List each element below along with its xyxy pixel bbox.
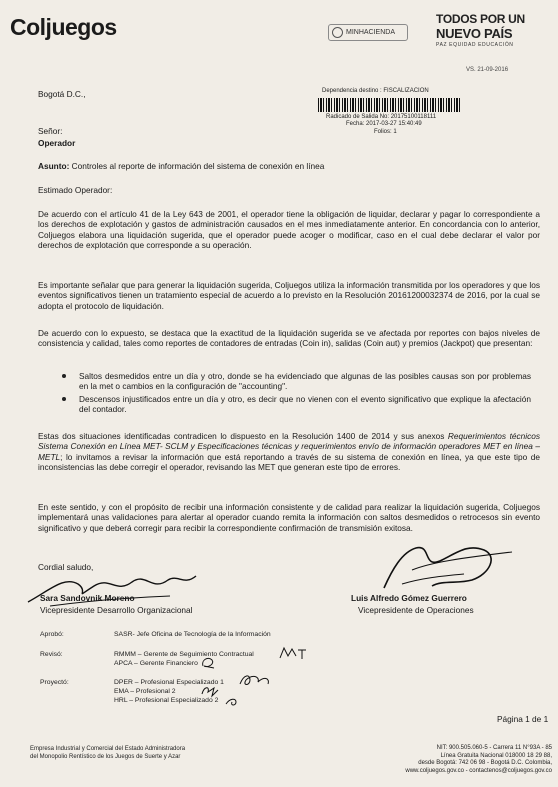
closing: Cordial saludo, (38, 562, 94, 572)
aprobo-value: SASR- Jefe Oficina de Tecnología de la Información (114, 631, 271, 638)
gov-line-3: PAZ EQUIDAD EDUCACIÓN (436, 42, 514, 48)
subject-line (38, 161, 528, 171)
aprobo-label: Aprobó: (40, 631, 64, 638)
footer-left-line-1: Empresa Industrial y Comercial del Estado Administradora (30, 746, 186, 752)
gov-line-1: TODOS POR UN (436, 12, 525, 26)
proyecto-value-1: DPER – Profesional Especializado 1 (114, 679, 224, 686)
footer-left (30, 746, 185, 761)
city-date: Bogotá D.C., (38, 89, 86, 99)
bullet-item-2: Descensos injustificados entre un día y otro, es decir que no vienen con el evento significativo que explique la afectación del contador. (79, 394, 531, 415)
footer-right-line-4: www.coljuegos.gov.co - contactenos@coljuegos.gov.co (405, 767, 552, 774)
subject-text: Controles al reporte de información del sistema de conexión en línea (69, 161, 325, 171)
recipient: Operador (38, 138, 76, 148)
gov-line-2: NUEVO PAÍS (436, 26, 513, 41)
coljuegos-logo: Coljuegos (10, 14, 117, 40)
apca-initials-icon (200, 656, 216, 670)
proyecto-value-2: EMA – Profesional 2 (114, 688, 176, 695)
paragraph-2: Es importante señalar que para generar la liquidación sugerida, Coljuegos utiliza la información transmitida por los operadores y que los eventos significativos tienen un tratamiento especial de acuerdo a lo previsto en la Resolución 20161200032374 de 2016, por la cual se adopta el protocolo de liquidación. (38, 280, 540, 311)
paragraph-4-start: Estas dos situaciones identificadas contradicen lo dispuesto en la Resolución 1400 de 2014 y sus anexos (38, 431, 448, 441)
paragraph-3: De acuerdo con lo expuesto, se destaca que la exactitud de la liquidación sugerida se ve afectada por reportes con bajos niveles de consistencia y calidad, tales como reportes de contadores de entradas (Coin in), salidas (Coin aut) y premios (Jackpot) que presentan: (38, 328, 540, 349)
barcode-icon (318, 98, 462, 112)
right-signer-name: Luis Alfredo Gómez Guerrero (351, 593, 467, 603)
ministry-label: MINHACIENDA (346, 29, 396, 36)
footer-right-line-1: NIT: 900.505.060-5 - Carrera 11 N°93A - 85 (436, 745, 552, 751)
reviso-label: Revisó: (40, 651, 63, 658)
bullet-dot (62, 374, 66, 378)
bullet-dot (62, 397, 66, 401)
minhacienda-badge (328, 24, 408, 41)
footer-right (340, 745, 552, 775)
subject-label: Asunto: (38, 161, 70, 171)
stamp-fecha: Fecha: 2017-03-27 15:40:49 (346, 121, 422, 127)
salutation: Señor: (38, 126, 63, 136)
dper-initials-icon (238, 672, 274, 688)
left-signer-title: Vicepresidente Desarrollo Organizacional (40, 605, 193, 615)
paragraph-4-end: ; lo invitamos a revisar la información que está reportando a través de su sistema de conexión en línea, ya que este tipo de inconsistencias las debe corregir el operador, revisando las MET que generan este tipo de errores. (38, 451, 540, 473)
seal-icon (332, 27, 343, 38)
paragraph-1: De acuerdo con el artículo 41 de la Ley 643 de 2001, el operador tiene la obligación de liquidar, declarar y pagar lo correspondiente a los derechos de explotación y gastos de administración causados en el mes inmediatamente anterior. En concordancia con lo anterior, Coljuegos elabora una liquidación sugerida, que el operador puede acoger o modificar, caso en el cual debe declarar el valor por derechos de explotación que corresponde a su operación. (38, 209, 540, 251)
page-number: Página 1 de 1 (497, 714, 549, 724)
right-signer-title: Vicepresidente de Operaciones (358, 605, 474, 615)
reviso-initials-icon (278, 646, 312, 662)
paragraph-4-italic: Requerimientos técnicos Sistema Conexión en Línea MET- SCLM y Especificaciones técnicas y requerimientos envío de información operadores MET en línea – METL (38, 431, 541, 462)
proyecto-label: Proyectó: (40, 679, 69, 686)
left-signer-name: Sara Sandovnik Moreno (40, 593, 135, 603)
bullet-item-1: Saltos desmedidos entre un día y otro, donde se ha evidenciado que algunas de las posibles causas son por problemas en la met o cambios en la configuración de "accounting". (79, 371, 531, 392)
hrl-initials-icon (224, 696, 240, 708)
reviso-value-1: RMMM – Gerente de Seguimiento Contractual (114, 651, 254, 658)
government-logo (436, 12, 554, 62)
stamp-dependencia: Dependencia destino : FISCALIZACION (322, 88, 429, 94)
footer-left-line-2: del Monopolio Rentístico de los Juegos de Suerte y Azar (30, 753, 181, 760)
footer-right-line-3: desde Bogotá: 742 06 98 - Bogotá D.C. Colombia, (418, 760, 552, 766)
ema-initials-icon (200, 684, 220, 698)
stamp-folios: Folios: 1 (374, 128, 397, 135)
stamp-radicado: Radicado de Salida No: 20175100118111 (326, 113, 437, 120)
proyecto-value-3: HRL – Profesional Especializado 2 (114, 697, 219, 704)
version-label: VS. 21-09-2016 (466, 67, 509, 73)
right-signature-icon (372, 540, 522, 596)
filing-stamp (318, 88, 468, 136)
reviso-value-2: APCA – Gerente Financiero (114, 660, 198, 667)
paragraph-4 (38, 431, 540, 473)
greeting: Estimado Operador: (38, 185, 113, 195)
footer-right-line-2: Línea Gratuita Nacional 018000 18 29 88, (440, 752, 552, 759)
paragraph-5: En este sentido, y con el propósito de recibir una información consistente y de calidad para realizar la liquidación sugerida, Coljuegos implementará unas validaciones para alertar al operador cuando remita la información con saltos desmedidos o retrocesos sin evento significativo y que deberá corregir para recibir la correspondiente confirmación de transmisión exitosa. (38, 502, 540, 533)
